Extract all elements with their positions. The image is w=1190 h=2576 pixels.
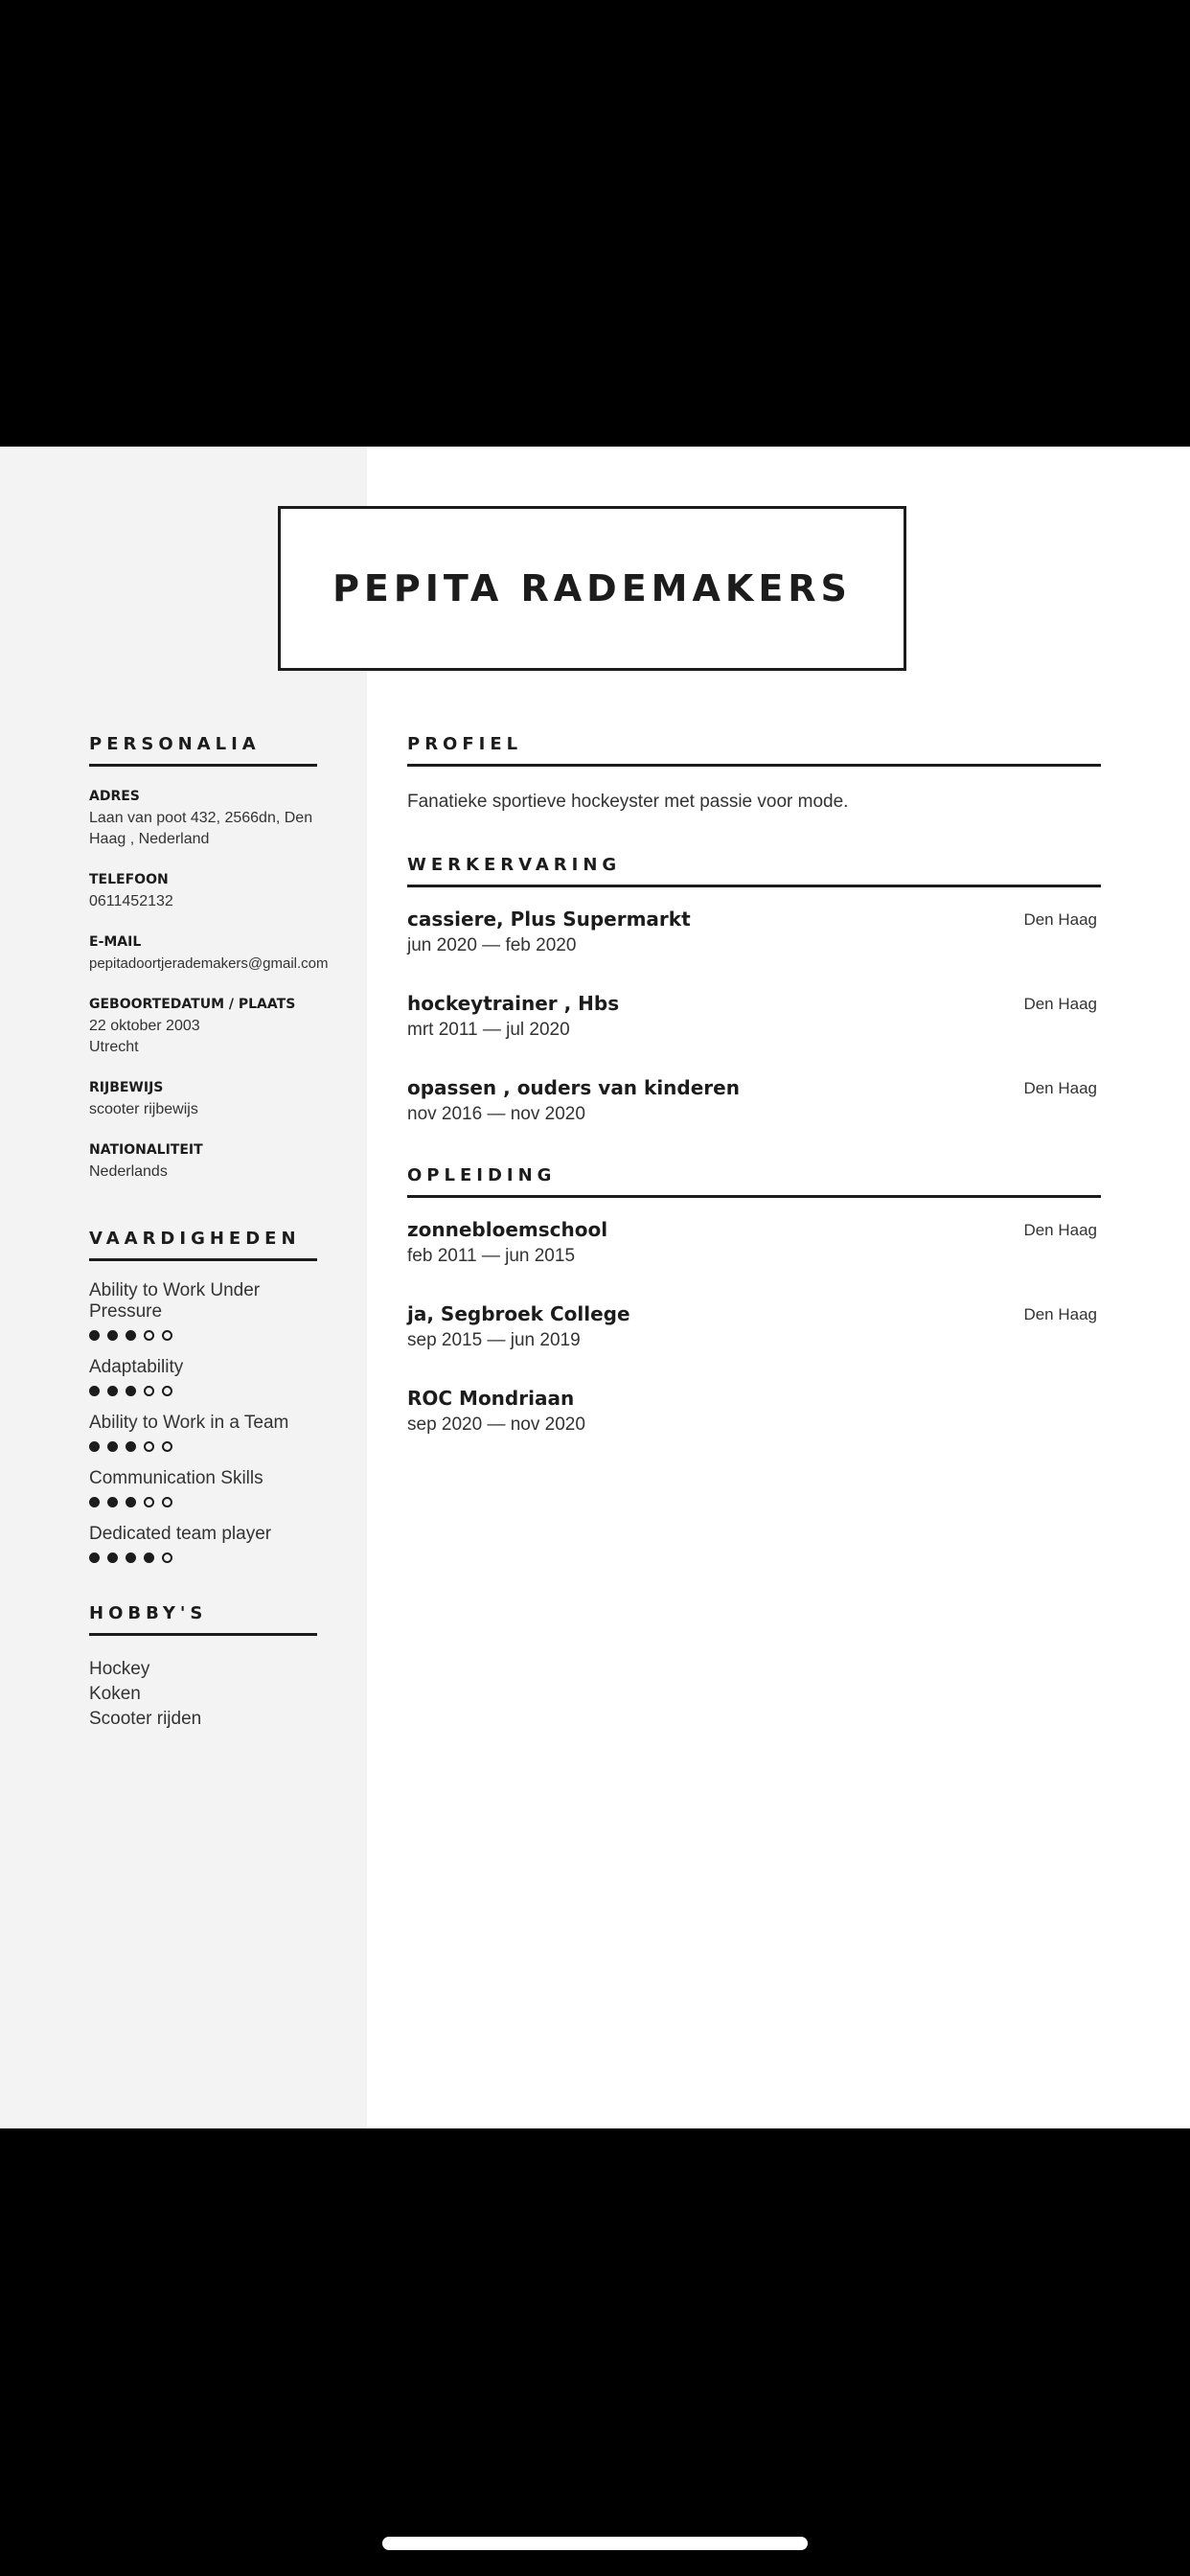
rating-dot-filled	[107, 1552, 118, 1563]
rating-dot-empty	[162, 1330, 172, 1341]
name-header	[278, 506, 906, 671]
rating-dot-filled	[107, 1386, 118, 1396]
work-title: WERKERVARING	[407, 855, 1101, 887]
skill-name: Adaptability	[89, 1357, 184, 1377]
rating-dot-filled	[89, 1552, 100, 1563]
education-section	[407, 1165, 1101, 1438]
education-title: OPLEIDING	[407, 1165, 1101, 1198]
rating-dot-empty	[162, 1497, 172, 1507]
birth-place-value: Utrecht	[89, 1039, 139, 1055]
rating-dot-filled	[89, 1441, 100, 1452]
birth-date-value: 22 oktober 2003	[89, 1018, 200, 1034]
rating-dot-filled	[107, 1441, 118, 1452]
skills-section	[89, 1229, 319, 1563]
education-entry-dates: sep 2020 — nov 2020	[407, 1414, 585, 1435]
email-value[interactable]: pepitadoortjerademakers@gmail.com	[89, 955, 329, 972]
skill-name: Ability to Work in a Team	[89, 1413, 289, 1433]
skill-item	[89, 1468, 319, 1507]
personalia-section	[89, 734, 329, 1183]
address-value: Laan van poot 432, 2566dn, Den Haag , Nederland	[89, 810, 313, 847]
home-indicator[interactable]	[382, 2537, 808, 2550]
email-label: E-MAIL	[89, 934, 142, 950]
skill-name: Dedicated team player	[89, 1524, 272, 1544]
rating-dot-filled	[144, 1552, 154, 1563]
main-column	[407, 734, 1101, 1470]
work-entry-dates: nov 2016 — nov 2020	[407, 1104, 585, 1124]
rating-dot-filled	[89, 1386, 100, 1396]
work-entry-city: Den Haag	[1023, 995, 1097, 1013]
education-entry-title: zonnebloemschool	[407, 1218, 608, 1241]
personalia-title: PERSONALIA	[89, 734, 317, 767]
work-entry-title: hockeytrainer , Hbs	[407, 992, 620, 1015]
hobby-item: Hockey	[89, 1659, 150, 1679]
education-list	[407, 1217, 1101, 1438]
personalia-item-nationality	[89, 1140, 319, 1183]
education-entry	[407, 1386, 1101, 1438]
work-entry-city: Den Haag	[1023, 910, 1097, 929]
personalia-item-address	[89, 787, 319, 850]
rating-dot-filled	[126, 1441, 136, 1452]
skill-rating	[89, 1552, 319, 1563]
address-label: ADRES	[89, 789, 140, 804]
hobbies-section	[89, 1603, 319, 1732]
education-entry-dates: sep 2015 — jun 2019	[407, 1330, 581, 1350]
personalia-item-phone	[89, 870, 319, 912]
rating-dot-filled	[107, 1497, 118, 1507]
education-entry	[407, 1301, 1101, 1353]
skill-name: Communication Skills	[89, 1468, 263, 1488]
education-entry-title: ROC Mondriaan	[407, 1387, 575, 1410]
rating-dot-empty	[144, 1330, 154, 1341]
rating-dot-filled	[107, 1330, 118, 1341]
skill-rating	[89, 1386, 319, 1396]
profile-section	[407, 734, 1101, 815]
work-entry	[407, 1075, 1101, 1127]
phone-label: TELEFOON	[89, 872, 169, 887]
license-value: scooter rijbewijs	[89, 1101, 198, 1117]
hobby-item: Scooter rijden	[89, 1709, 202, 1729]
personalia-item-email	[89, 932, 329, 975]
birth-label: GEBOORTEDATUM / PLAATS	[89, 997, 296, 1012]
candidate-name: PEPITA RADEMAKERS	[332, 567, 852, 610]
rating-dot-empty	[144, 1441, 154, 1452]
resume-page[interactable]	[0, 447, 1190, 2128]
work-entry-dates: mrt 2011 — jul 2020	[407, 1020, 570, 1040]
work-entry-city: Den Haag	[1023, 1079, 1097, 1097]
education-entry-title: ja, Segbroek College	[407, 1302, 630, 1325]
work-entry	[407, 991, 1101, 1043]
skill-item	[89, 1413, 319, 1452]
work-section	[407, 855, 1101, 1127]
personalia-list	[89, 787, 329, 1183]
education-entry	[407, 1217, 1101, 1269]
nationality-label: NATIONALITEIT	[89, 1142, 203, 1158]
rating-dot-filled	[126, 1330, 136, 1341]
skill-item	[89, 1280, 319, 1341]
phone-value: 0611452132	[89, 893, 173, 909]
rating-dot-filled	[126, 1386, 136, 1396]
work-entry	[407, 907, 1101, 958]
rating-dot-filled	[126, 1552, 136, 1563]
skill-item	[89, 1524, 319, 1563]
rating-dot-empty	[162, 1441, 172, 1452]
skill-item	[89, 1357, 319, 1396]
profile-title: PROFIEL	[407, 734, 1101, 767]
rating-dot-empty	[144, 1497, 154, 1507]
work-entry-dates: jun 2020 — feb 2020	[407, 935, 577, 955]
work-list	[407, 907, 1101, 1127]
rating-dot-filled	[89, 1497, 100, 1507]
education-entry-city: Den Haag	[1023, 1221, 1097, 1239]
education-entry-city: Den Haag	[1023, 1305, 1097, 1323]
personalia-item-license	[89, 1078, 319, 1120]
rating-dot-empty	[144, 1386, 154, 1396]
hobbies-title: HOBBY'S	[89, 1603, 317, 1636]
profile-text: Fanatieke sportieve hockeyster met passie voor mode.	[407, 792, 849, 812]
rating-dot-empty	[162, 1386, 172, 1396]
rating-dot-filled	[126, 1497, 136, 1507]
skill-rating	[89, 1497, 319, 1507]
skill-list	[89, 1280, 319, 1563]
rating-dot-filled	[89, 1330, 100, 1341]
personalia-item-birth	[89, 995, 319, 1058]
hobby-item: Koken	[89, 1684, 141, 1704]
work-entry-title: opassen , ouders van kinderen	[407, 1076, 740, 1099]
skill-rating	[89, 1330, 319, 1341]
license-label: RIJBEWIJS	[89, 1080, 164, 1095]
rating-dot-empty	[162, 1552, 172, 1563]
education-entry-dates: feb 2011 — jun 2015	[407, 1246, 576, 1266]
sidebar	[89, 734, 329, 1732]
work-entry-title: cassiere, Plus Supermarkt	[407, 908, 691, 931]
skill-name: Ability to Work Under Pressure	[89, 1280, 261, 1322]
hobby-list	[89, 1657, 319, 1732]
skills-title: VAARDIGHEDEN	[89, 1229, 317, 1261]
skill-rating	[89, 1441, 319, 1452]
nationality-value: Nederlands	[89, 1163, 168, 1180]
